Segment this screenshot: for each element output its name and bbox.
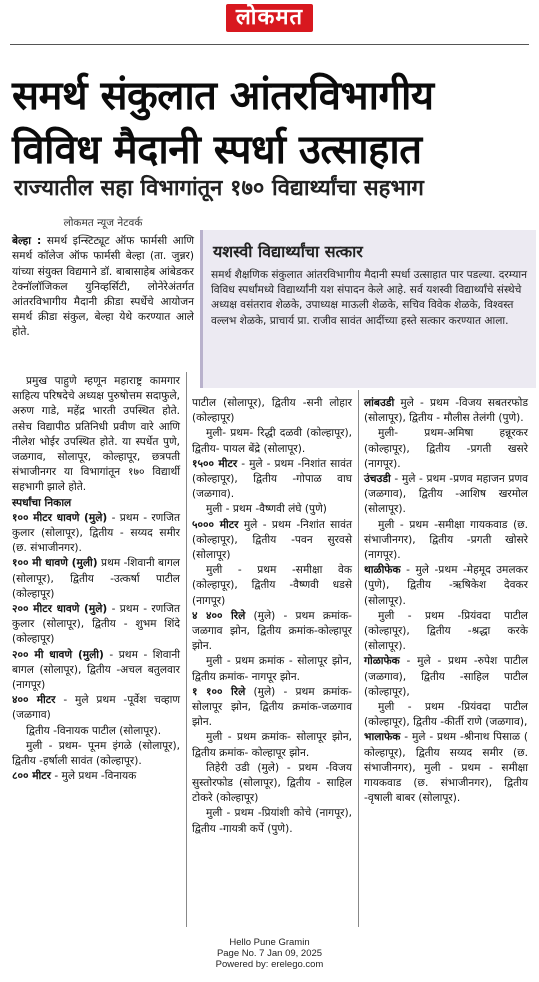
article-paragraph: २०० मीटर धावणे (मुले) - प्रथम - रणजित कुलार (सोलापूर), द्वितीय - शुभम शिंदे (कोल्हापूर) xyxy=(12,603,180,646)
article-paragraph: मुली - प्रथम क्रमांक- सोलापूर झोन, द्वितीय क्रमांक- कोल्हापूर झोन. xyxy=(192,731,352,759)
dateline: बेल्हा : xyxy=(12,235,42,248)
article-column-1 xyxy=(12,374,180,784)
highlight-box xyxy=(200,230,536,388)
article-paragraph: भालाफेक - मुले - प्रथम -श्रीनाथ पिसाळ ( कोल्हापूर), द्वितीय सय्यद समीर (छ. संभाजीनगर), मुली - प्रथम - समीक्षा गायकवाड (छ. संभाजीनगर), द्वितीय -वृषाली बाबर (सोलापूर). xyxy=(364,731,528,805)
event-heading: १०० मीटर धावणे (मुले) xyxy=(12,511,108,524)
box-text: समर्थ शैक्षणिक संकुलात आंतरविभागीय मैदानी स्पर्धा उत्साहात पार पडल्या. दरम्यान विविध स्पर्धांमध्ये विद्यार्थ्यांनी यश संपादन केले आहे. सर्व यशस्वी विद्यार्थ्यांचे संस्थेचे अध्यक्ष वसंतराव शेळके, उपाध्यक्ष माऊली शेळके, सचिव विवेक शेळके, विश्वस्त वल्लभ शेळके, प्राचार्य प्रा. राजीव सावंत आदींच्या हस्ते सत्कार करण्यात आला. xyxy=(211,269,527,327)
intro-paragraph: बेल्हा : समर्थ इन्स्टिट्यूट ऑफ फार्मसी आणि समर्थ कॉलेज ऑफ फार्मसी बेल्हा (ता. जुन्नर) यांच्या संयुक्त विद्यमाने डॉ. बाबासाहेब आंबेडकर टेक्नॉलॉजिकल युनिव्हर्सिटी, लोनेरेअंतर्गत आंतरविभागीय मैदानी क्रीडा स्पर्धेचे आयोजन समर्थ क्रीडा संकुल, बेल्हा येथे करण्यात आले होते. xyxy=(12,235,194,339)
article-paragraph: १ १०० रिले (मुले) - प्रथम क्रमांक-सोलापूर झोन, द्वितीय क्रमांक-जळगाव झोन. xyxy=(192,685,353,729)
article-paragraph: मुली - प्रथम- पूनम इंगळे (सोलापूर), द्वितीय -हर्षाली सावंत (कोल्हापूर). xyxy=(12,739,180,768)
article-paragraph: मुली - प्रथम -समीक्षा गायकवाड (छ. संभाजीनगर), द्वितीय -प्रगती खोसरे (नागपूर). xyxy=(364,518,528,562)
article-paragraph: गोळाफेक - मुले - प्रथम -रुपेश पाटील (जळगाव), द्वितीय -साहिल पाटील (कोल्हापूर), xyxy=(364,655,528,698)
article-paragraph: ८०० मीटर - मुले प्रथम -विनायक xyxy=(12,770,137,783)
article-column-2 xyxy=(192,396,352,837)
masthead xyxy=(0,4,539,32)
article-paragraph: ४ ४०० रिले (मुले) - प्रथम क्रमांक-जळगाव झोन, द्वितीय क्रमांक-कोल्हापूर झोन. xyxy=(192,609,353,653)
article-paragraph: उंचउडी - मुले - प्रथम -प्रणव महाजन प्रणव (जळगाव), द्वितीय -आशिष खरमोल (सोलापूर). xyxy=(364,473,528,516)
article-paragraph: मुली - प्रथम -प्रियांशी कोचे (नागपूर), द्वितीय -गायत्री कर्पे (पुणे). xyxy=(192,807,352,835)
box-title: यशस्वी विद्यार्थ्यांचा सत्कार xyxy=(213,242,363,261)
article-paragraph: ४०० मीटर - मुले प्रथम -पूर्वेश चव्हाण (जळगाव) xyxy=(12,694,181,722)
article-paragraph: ५००० मीटर मुले - प्रथम -निशांत सावंत (कोल्हापूर), द्वितीय -पवन सुरवसे (सोलापूर) xyxy=(192,518,352,562)
article-paragraph: २०० मी धावणे (मुली) - प्रथम - शिवानी बागल (सोलापूर), द्वितीय -अचल बतुलवार (नागपूर) xyxy=(12,648,180,692)
column-divider xyxy=(358,390,359,927)
footer-page-date: Page No. 7 Jan 09, 2025 xyxy=(216,948,323,959)
intro-column xyxy=(12,216,194,341)
headline-line-1: समर्थ संकुलात आंतरविभागीय xyxy=(12,73,434,119)
article-paragraph: मुली - प्रथम -प्रियंवदा पाटील (कोल्हापूर), द्वितीय -कीर्ती राणे (जळगाव), xyxy=(364,701,528,729)
article-paragraph: मुली - प्रथम -समीक्षा वेक (कोल्हापूर), द्वितीय -वैष्णवी धडसे (नागपूर) xyxy=(192,564,352,607)
event-heading: ४०० मीटर xyxy=(12,694,56,707)
article-paragraph: तिहेरी उडी (मुले) - प्रथम -विजय सुस्तोरफोड (सोलापूर), द्वितीय - साहिल टोकरे (कोल्हापूर) xyxy=(192,761,352,805)
headline-line-2: विविध मैदानी स्पर्धा उत्साहात xyxy=(12,127,422,173)
article-paragraph: १०० मी धावणे (मुली) प्रथम -शिवानी बागल (सोलापूर), द्वितीय -उत्कर्षा पाटील (कोल्हापूर) xyxy=(12,557,180,600)
event-heading: १०० मी धावणे (मुली) xyxy=(12,557,98,570)
page-footer xyxy=(0,937,539,970)
footer-powered-by: Powered by: erelego.com xyxy=(215,959,324,970)
article-paragraph: द्वितीय -विनायक पाटील (सोलापूर). xyxy=(26,724,162,737)
article-paragraph: मुली - प्रथम -प्रियंवदा पाटील (कोल्हापूर), द्वितीय -श्रद्धा करके (सोलापूर). xyxy=(364,609,528,653)
article-paragraph: पाटील (सोलापूर), द्वितीय -सनी लोहार (कोल्हापूर) xyxy=(192,397,352,425)
masthead-rule xyxy=(10,44,529,45)
event-heading: लांबउडी xyxy=(364,397,395,409)
footer-edition: Hello Pune Gramin xyxy=(229,937,310,948)
event-heading: २०० मीटर धावणे (मुले) xyxy=(12,603,108,616)
column-divider xyxy=(186,372,187,927)
event-heading: ४ ४०० रिले xyxy=(192,609,246,622)
event-heading: गोळाफेक xyxy=(364,655,400,668)
article-column-3 xyxy=(364,396,528,806)
article-paragraph: मुली- प्रथम-अमिषा हन्नूरकर (कोल्हापूर), द्वितीय -प्रगती खसरे (नागपूर). xyxy=(364,427,528,470)
article-paragraph: १०० मीटर धावणे (मुले) - प्रथम - रणजित कुलार (सोलापूर), द्वितीय - सय्यद समीर (छ. संभाजीनगर). xyxy=(12,511,180,555)
article-paragraph: मुली- प्रथम- रिद्धी दळवी (कोल्हापूर), द्वितीय- पायल बेंद्रे (सोलापूर). xyxy=(192,427,352,455)
event-heading: ८०० मीटर xyxy=(12,770,51,783)
event-heading: स्पर्धांचा निकाल xyxy=(12,496,72,509)
event-heading: थाळीफेक xyxy=(364,564,401,577)
event-heading: ५००० मीटर xyxy=(192,518,239,531)
byline: लोकमत न्यूज नेटवर्क xyxy=(63,217,143,229)
article-paragraph xyxy=(12,496,180,511)
article-paragraph: थाळीफेक - मुले -प्रथम -मेहमूद उमलकर (पुणे), द्वितीय -ऋषिकेश देवकर (सोलापूर). xyxy=(364,564,528,607)
event-heading: उंचउडी xyxy=(364,473,391,486)
article-paragraph: मुली - प्रथम -वैष्णवी लंघे (पुणे) xyxy=(206,503,327,516)
event-heading: २०० मी धावणे (मुली) xyxy=(12,648,104,661)
event-heading: भालाफेक xyxy=(364,731,401,744)
article-paragraph: प्रमुख पाहुणे म्हणून महाराष्ट्र कामगार साहित्य परिषदेचे अध्यक्ष पुरुषोत्तम सदाफुले, अरुण गाडे, महेंद्र भारती उपस्थित होते. तसेच विद्यापीठ प्रतिनिधी प्रवीण वारे आणि नीलेश भोईर उपस्थित होते. या स्पर्धेत पुणे, जळगाव, सोलापूर, कोल्हापूर, छत्रपती संभाजीनगर या विभागांतून १७० विद्यार्थी सहभागी झाले होते. xyxy=(12,375,180,494)
event-heading: १५०० मीटर xyxy=(192,457,238,470)
lokmat-logo: लोकमत xyxy=(226,4,313,32)
article-paragraph: १५०० मीटर - मुले - प्रथम -निशांत सावंत (कोल्हापूर), द्वितीय -गोपाळ वाघ (जळगाव). xyxy=(192,457,352,501)
article-paragraph: लांबउडी मुले - प्रथम -विजय सबतरफोड (सोलापूर), द्वितीय - मौलीस तेलंगी (पुणे). xyxy=(364,397,528,425)
article-paragraph: मुली - प्रथम क्रमांक - सोलापूर झोन, द्वितीय क्रमांक- नागपूर झोन. xyxy=(192,655,352,683)
event-heading: १ १०० रिले xyxy=(192,685,246,698)
subheadline: राज्यातील सहा विभागांतून १७० विद्यार्थ्यांचा सहभाग xyxy=(14,176,424,201)
